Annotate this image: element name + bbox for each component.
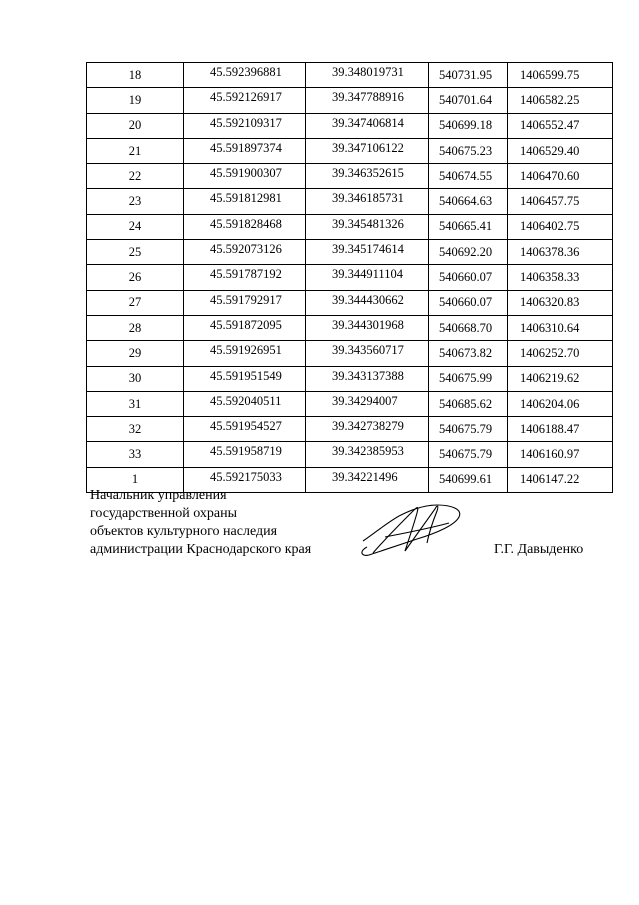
cell-x-coordinate: 540668.70 (429, 315, 508, 340)
table-row (87, 88, 613, 113)
cell-point-number: 31 (87, 391, 184, 416)
cell-y-coordinate: 1406378.36 (508, 240, 613, 265)
cell-y-coordinate: 1406457.75 (508, 189, 613, 214)
position-line: государственной охраны (90, 506, 238, 521)
cell-x-coordinate: 540673.82 (429, 341, 508, 366)
table-row (87, 341, 613, 366)
cell-point-number: 29 (87, 341, 184, 366)
cell-y-coordinate: 1406529.40 (508, 138, 613, 163)
cell-y-coordinate: 1406219.62 (508, 366, 613, 391)
position-line: объектов культурного наследия (90, 524, 278, 539)
cell-point-number: 23 (87, 189, 184, 214)
cell-longitude: 39.344430662 (306, 290, 429, 315)
cell-latitude: 45.592073126 (184, 240, 306, 265)
table-row (87, 164, 613, 189)
cell-latitude: 45.591926951 (184, 341, 306, 366)
cell-point-number: 21 (87, 138, 184, 163)
cell-point-number: 1 (87, 467, 184, 492)
cell-x-coordinate: 540674.55 (429, 164, 508, 189)
cell-x-coordinate: 540660.07 (429, 265, 508, 290)
cell-point-number: 19 (87, 88, 184, 113)
cell-x-coordinate: 540660.07 (429, 290, 508, 315)
cell-latitude: 45.591812981 (184, 189, 306, 214)
cell-y-coordinate: 1406320.83 (508, 290, 613, 315)
coordinates-table-body (87, 63, 613, 493)
table-row (87, 63, 613, 88)
cell-point-number: 24 (87, 214, 184, 239)
cell-longitude: 39.347406814 (306, 113, 429, 138)
cell-latitude: 45.591787192 (184, 265, 306, 290)
cell-y-coordinate: 1406552.47 (508, 113, 613, 138)
cell-x-coordinate: 540675.99 (429, 366, 508, 391)
cell-x-coordinate: 540699.61 (429, 467, 508, 492)
cell-y-coordinate: 1406160.97 (508, 442, 613, 467)
cell-x-coordinate: 540675.79 (429, 417, 508, 442)
cell-longitude: 39.346352615 (306, 164, 429, 189)
cell-point-number: 18 (87, 63, 184, 88)
cell-latitude: 45.591828468 (184, 214, 306, 239)
coordinates-table (86, 62, 613, 493)
cell-longitude: 39.345174614 (306, 240, 429, 265)
cell-longitude: 39.348019731 (306, 63, 429, 88)
cell-y-coordinate: 1406358.33 (508, 265, 613, 290)
table-row (87, 113, 613, 138)
signer-name: Г.Г. Давыденко (494, 542, 584, 557)
cell-point-number: 20 (87, 113, 184, 138)
table-row (87, 391, 613, 416)
table-row (87, 265, 613, 290)
cell-latitude: 45.592126917 (184, 88, 306, 113)
cell-y-coordinate: 1406470.60 (508, 164, 613, 189)
cell-x-coordinate: 540699.18 (429, 113, 508, 138)
cell-x-coordinate: 540675.79 (429, 442, 508, 467)
cell-y-coordinate: 1406188.47 (508, 417, 613, 442)
table-row (87, 315, 613, 340)
cell-latitude: 45.591792917 (184, 290, 306, 315)
cell-latitude: 45.592040511 (184, 391, 306, 416)
table-row (87, 240, 613, 265)
cell-longitude: 39.344301968 (306, 315, 429, 340)
cell-latitude: 45.592396881 (184, 63, 306, 88)
cell-x-coordinate: 540665.41 (429, 214, 508, 239)
cell-x-coordinate: 540664.63 (429, 189, 508, 214)
cell-point-number: 32 (87, 417, 184, 442)
cell-y-coordinate: 1406147.22 (508, 467, 613, 492)
position-line: Начальник управления (90, 488, 227, 503)
table-row (87, 138, 613, 163)
cell-point-number: 25 (87, 240, 184, 265)
cell-latitude: 45.592109317 (184, 113, 306, 138)
handwritten-signature (355, 493, 470, 563)
cell-point-number: 28 (87, 315, 184, 340)
cell-longitude: 39.345481326 (306, 214, 429, 239)
cell-latitude: 45.591951549 (184, 366, 306, 391)
cell-latitude: 45.591900307 (184, 164, 306, 189)
cell-point-number: 26 (87, 265, 184, 290)
cell-latitude: 45.591872095 (184, 315, 306, 340)
table-row (87, 290, 613, 315)
cell-y-coordinate: 1406310.64 (508, 315, 613, 340)
cell-x-coordinate: 540701.64 (429, 88, 508, 113)
cell-longitude: 39.346185731 (306, 189, 429, 214)
table-row (87, 189, 613, 214)
cell-point-number: 33 (87, 442, 184, 467)
signatory-position (90, 487, 311, 559)
cell-longitude: 39.343137388 (306, 366, 429, 391)
cell-latitude: 45.591897374 (184, 138, 306, 163)
cell-latitude: 45.591954527 (184, 417, 306, 442)
cell-y-coordinate: 1406402.75 (508, 214, 613, 239)
cell-longitude: 39.344911104 (306, 265, 429, 290)
cell-x-coordinate: 540685.62 (429, 391, 508, 416)
cell-longitude: 39.34294007 (306, 391, 429, 416)
table-row (87, 417, 613, 442)
cell-point-number: 22 (87, 164, 184, 189)
cell-y-coordinate: 1406204.06 (508, 391, 613, 416)
cell-latitude: 45.591958719 (184, 442, 306, 467)
cell-longitude: 39.342738279 (306, 417, 429, 442)
cell-x-coordinate: 540692.20 (429, 240, 508, 265)
cell-x-coordinate: 540675.23 (429, 138, 508, 163)
cell-y-coordinate: 1406599.75 (508, 63, 613, 88)
cell-longitude: 39.347106122 (306, 138, 429, 163)
cell-longitude: 39.342385953 (306, 442, 429, 467)
table-row (87, 214, 613, 239)
cell-x-coordinate: 540731.95 (429, 63, 508, 88)
cell-longitude: 39.347788916 (306, 88, 429, 113)
cell-longitude: 39.343560717 (306, 341, 429, 366)
cell-point-number: 30 (87, 366, 184, 391)
cell-y-coordinate: 1406582.25 (508, 88, 613, 113)
cell-point-number: 27 (87, 290, 184, 315)
table-row (87, 442, 613, 467)
cell-y-coordinate: 1406252.70 (508, 341, 613, 366)
position-line: администрации Краснодарского края (90, 542, 312, 557)
cell-latitude: 45.592175033 (184, 467, 306, 492)
cell-longitude: 39.34221496 (306, 467, 429, 492)
table-row (87, 366, 613, 391)
